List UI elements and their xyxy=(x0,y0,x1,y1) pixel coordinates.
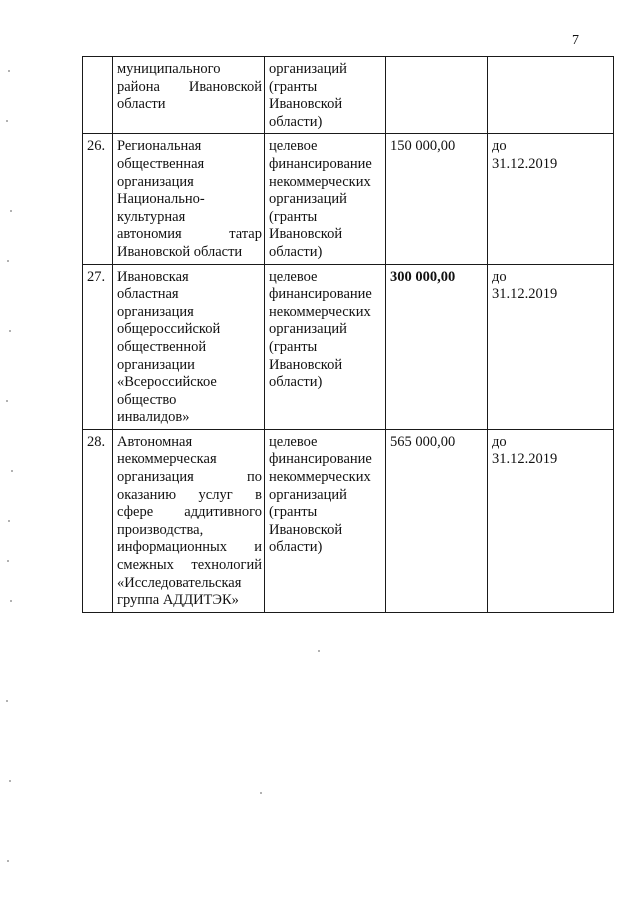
organization-name-line: культурная xyxy=(117,208,186,225)
organization-name-line: смежных технологий xyxy=(117,557,262,574)
organization-name-line: организация по xyxy=(117,469,262,486)
organization-name-line: производства, xyxy=(117,521,204,538)
grants-table-body xyxy=(83,57,614,613)
organization-name-line: некоммерческая xyxy=(117,451,217,468)
grant-purpose-line: Ивановской xyxy=(269,356,343,373)
grant-amount xyxy=(386,57,488,134)
organization-name-line: областная xyxy=(117,286,179,303)
organization-name-line: информационных и xyxy=(117,539,262,556)
organization-name-line: организации xyxy=(117,356,195,373)
scan-speck xyxy=(10,210,12,212)
scan-speck xyxy=(10,600,12,602)
grant-purpose-line: финансирование xyxy=(269,155,372,172)
organization-name-line: Национально- xyxy=(117,191,205,208)
grant-deadline xyxy=(488,429,614,612)
grant-purpose-line: области) xyxy=(269,243,323,260)
table-row xyxy=(83,134,614,264)
organization-name-line: общероссийской xyxy=(117,321,221,338)
grant-deadline xyxy=(488,134,614,264)
page-number: 7 xyxy=(572,33,579,48)
scan-speck xyxy=(318,650,320,652)
grant-purpose-line: некоммерческих xyxy=(269,469,371,486)
organization-name-line: Автономная xyxy=(117,433,193,450)
grant-deadline-line: 31.12.2019 xyxy=(492,286,558,303)
scan-speck xyxy=(6,700,8,702)
scan-speck xyxy=(7,260,9,262)
table-row xyxy=(83,429,614,612)
grant-purpose-line: (гранты xyxy=(269,78,318,95)
grant-purpose-line: области) xyxy=(269,374,323,391)
organization-name-line: организация xyxy=(117,173,194,190)
table-row xyxy=(83,264,614,429)
grant-purpose xyxy=(265,264,386,429)
grant-purpose-line: целевое xyxy=(269,138,318,155)
grant-purpose-line: организаций xyxy=(269,486,347,503)
grant-deadline xyxy=(488,264,614,429)
grant-deadline xyxy=(488,57,614,134)
organization-name-line: инвалидов» xyxy=(117,409,190,426)
grant-purpose-line: организаций xyxy=(269,191,347,208)
organization-name-line: области xyxy=(117,96,166,113)
grant-purpose-line: (гранты xyxy=(269,338,318,355)
organization-name-line: сфере аддитивного xyxy=(117,504,262,521)
grant-amount: 150 000,00 xyxy=(386,134,488,264)
row-number xyxy=(83,57,113,134)
organization-name-line: группа АДДИТЭК» xyxy=(117,592,239,609)
grant-purpose-line: Ивановской xyxy=(269,96,343,113)
grant-purpose xyxy=(265,429,386,612)
grant-purpose-line: организаций xyxy=(269,61,347,77)
organization-name-line: общественной xyxy=(117,338,207,355)
scan-speck xyxy=(9,780,11,782)
scan-speck xyxy=(6,120,8,122)
grant-purpose-line: целевое xyxy=(269,268,318,285)
organization-name-line: «Исследовательская xyxy=(117,574,242,591)
grant-purpose-line: целевое xyxy=(269,433,318,450)
grant-deadline-line: 31.12.2019 xyxy=(492,155,558,172)
organization-name-line: района Ивановской xyxy=(117,78,262,95)
grant-purpose-line: (гранты xyxy=(269,208,318,225)
organization-name-line: «Всероссийское xyxy=(117,374,217,391)
grant-deadline-line: до xyxy=(492,138,507,155)
organization-name xyxy=(113,429,265,612)
organization-name xyxy=(113,134,265,264)
scan-speck xyxy=(8,70,10,72)
row-number: 27. xyxy=(83,264,113,429)
scan-speck xyxy=(7,860,9,862)
organization-name-line: организация xyxy=(117,303,194,320)
grant-purpose-line: области) xyxy=(269,113,323,130)
grant-amount: 300 000,00 xyxy=(386,264,488,429)
scan-speck xyxy=(260,792,262,794)
scan-speck xyxy=(6,400,8,402)
grant-purpose-line: области) xyxy=(269,539,323,556)
grant-purpose xyxy=(265,57,386,134)
grant-purpose-line: некоммерческих xyxy=(269,173,371,190)
grant-amount: 565 000,00 xyxy=(386,429,488,612)
scan-speck xyxy=(7,560,9,562)
organization-name-line: общественная xyxy=(117,155,205,172)
scan-speck xyxy=(8,520,10,522)
organization-name-line: общество xyxy=(117,391,177,408)
grant-purpose-line: финансирование xyxy=(269,286,372,303)
grant-purpose-line: Ивановской xyxy=(269,226,343,243)
row-number: 26. xyxy=(83,134,113,264)
scan-speck xyxy=(11,470,13,472)
grant-deadline-line: до xyxy=(492,433,507,450)
organization-name-line: Ивановская xyxy=(117,268,189,285)
organization-name xyxy=(113,57,265,134)
table-row xyxy=(83,57,614,134)
organization-name-line: Ивановской области xyxy=(117,243,243,260)
grant-purpose-line: некоммерческих xyxy=(269,303,371,320)
grant-purpose-line: финансирование xyxy=(269,451,372,468)
organization-name-line: Региональная xyxy=(117,138,202,155)
organization-name-line: оказанию услуг в xyxy=(117,486,262,503)
scan-speck xyxy=(9,330,11,332)
grant-purpose-line: Ивановской xyxy=(269,521,343,538)
grants-table xyxy=(82,56,614,613)
grant-deadline-line: до xyxy=(492,268,507,285)
row-number: 28. xyxy=(83,429,113,612)
organization-name xyxy=(113,264,265,429)
grant-purpose-line: организаций xyxy=(269,321,347,338)
grant-deadline-line: 31.12.2019 xyxy=(492,451,558,468)
grant-purpose-line: (гранты xyxy=(269,504,318,521)
organization-name-line: муниципального xyxy=(117,61,221,77)
grant-purpose xyxy=(265,134,386,264)
organization-name-line: автономия татар xyxy=(117,226,262,243)
